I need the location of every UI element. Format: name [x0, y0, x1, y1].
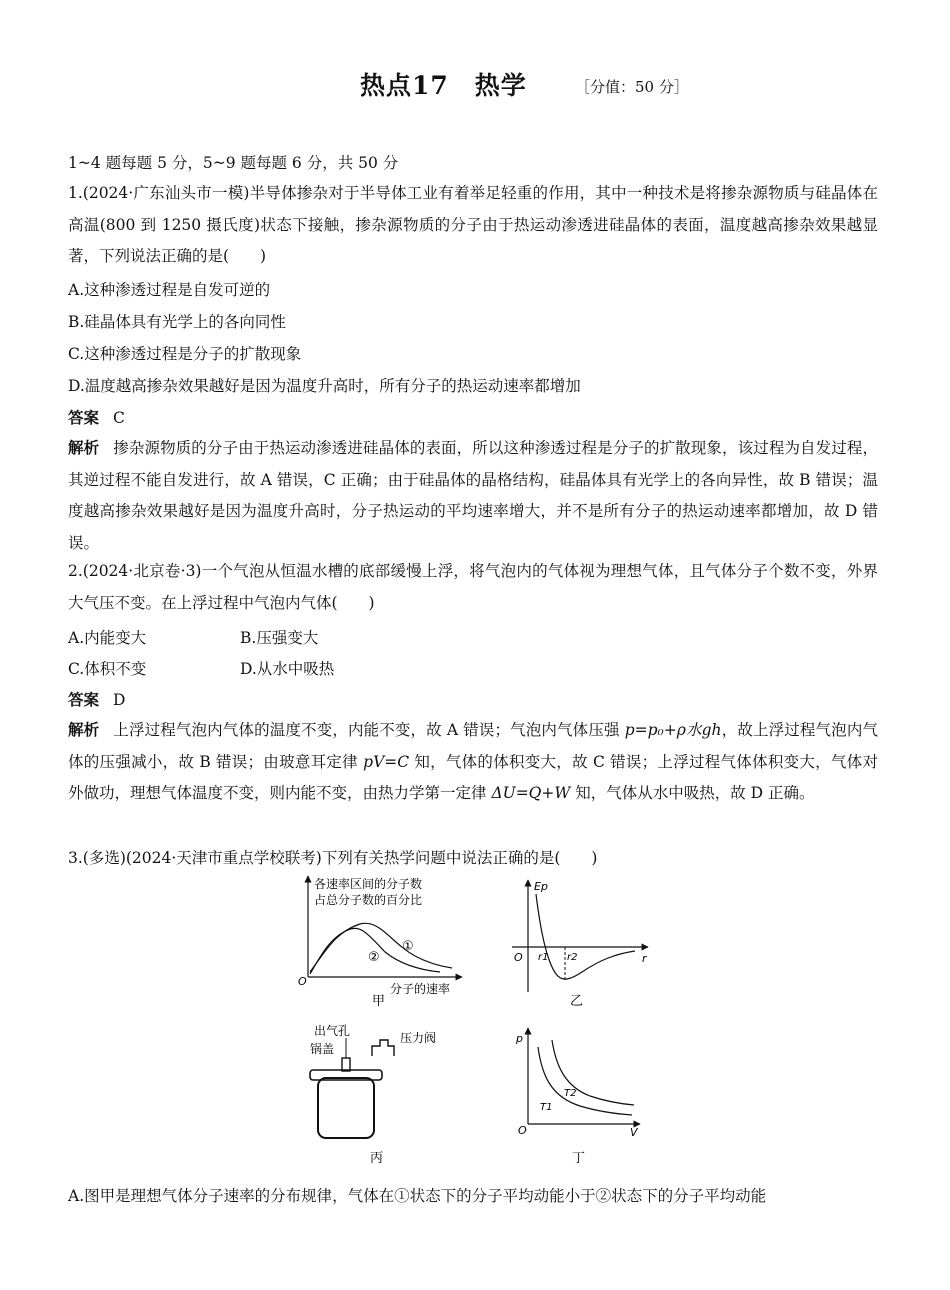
- jia-curve-2-label: ②: [368, 950, 380, 965]
- q2-option-d: D.从水中吸热: [240, 660, 335, 678]
- q1-option-b: B.硅晶体具有光学上的各向同性: [68, 313, 286, 331]
- q2-answer: [68, 688, 125, 710]
- bing-valve: [372, 1040, 394, 1056]
- figure-yi: [512, 880, 648, 1009]
- answer-value: D: [113, 691, 126, 709]
- jia-ylabel-2: 占总分子数的百分比: [314, 893, 423, 907]
- bing-valve-label: 压力阀: [400, 1031, 437, 1045]
- q2-option-b: B.压强变大: [240, 629, 319, 647]
- q2-options-row1: [68, 626, 319, 648]
- ding-t2-label: T2: [564, 1088, 577, 1099]
- analysis-text: 知，气体从水中吸热，故 D 正确。: [570, 784, 815, 802]
- yi-potential-curve: [536, 894, 635, 979]
- yi-origin: O: [514, 951, 523, 964]
- analysis-text: ，故上浮过程气泡内气体的压强减小，故 B 错误；由玻意耳定律: [68, 721, 878, 771]
- page-title: 热点17 热学: [360, 71, 527, 100]
- analysis-label: 解析: [68, 438, 100, 457]
- yi-caption: 乙: [570, 994, 584, 1009]
- jia-origin: O: [298, 975, 307, 988]
- q1-option-a: A.这种渗透过程是自发可逆的: [68, 281, 271, 299]
- ding-origin: O: [518, 1124, 527, 1137]
- answer-label: 答案: [68, 690, 100, 709]
- formula-boyle: pV=C: [363, 752, 410, 771]
- analysis-text: 掺杂源物质的分子由于热运动渗透进硅晶体的表面，所以这种渗透过程是分子的扩散现象，该过程为自发过程，其逆过程不能自发进行，故 A 错误，C 正确；由于硅晶体的晶格结构，硅晶体具有光学上的各向异性，故 B 错误；温度越高掺杂效果越好是因为温度升高时，分子热运动的平均速率增大，并不是所有分子的热运动速率都增加，故 D 错误。: [68, 439, 878, 552]
- q2-options-row2: [68, 657, 335, 679]
- answer-label: 答案: [68, 408, 100, 427]
- header: [0, 66, 950, 106]
- bing-pot-body: [318, 1078, 374, 1138]
- analysis-text: 知，气体的体积变大，故 C 错误；上浮过程气体体积变大，气体对外做功，理想气体温度不变，则内能不变，由热力学第一定律: [68, 752, 878, 802]
- answer-value: C: [113, 409, 125, 427]
- figure-jia: [298, 876, 462, 1009]
- q2-stem: 2.(2024·北京卷·3)一个气泡从恒温水槽的底部缓慢上浮，将气泡内的气体视为理想气体，且气体分子个数不变，外界大气压不变。在上浮过程中气泡内气体( ): [68, 562, 878, 612]
- yi-r1: r1: [538, 952, 549, 963]
- figure-ding: [515, 1028, 640, 1166]
- instructions: 1~4 题每题 5 分，5~9 题每题 6 分，共 50 分: [68, 154, 399, 172]
- formula-pressure: p=p₀+ρ水gh: [624, 721, 722, 739]
- ding-ylabel: p: [516, 1032, 523, 1045]
- formula-first-law: ΔU=Q+W: [491, 784, 571, 802]
- bing-outlet-label: 出气孔: [314, 1024, 351, 1038]
- score-note: ［分值：50 分］: [575, 78, 689, 96]
- q3-option-a: A.图甲是理想气体分子速率的分布规律，气体在①状态下的分子平均动能小于②状态下的分子平均动能: [68, 1187, 767, 1205]
- q1-analysis: [68, 432, 878, 559]
- analysis-label: 解析: [68, 720, 100, 739]
- ding-t1-label: T1: [540, 1102, 553, 1113]
- analysis-text: 上浮过程气泡内气体的温度不变，内能不变，故 A 错误；气泡内气体压强: [113, 721, 625, 739]
- figure-bing: [310, 1023, 436, 1166]
- jia-ylabel-1: 各速率区间的分子数: [314, 877, 423, 891]
- q2-analysis: [68, 714, 878, 810]
- jia-curve-1-label: ①: [402, 939, 414, 954]
- q1-option-c: C.这种渗透过程是分子的扩散现象: [68, 345, 302, 363]
- yi-ylabel: Ep: [534, 880, 548, 893]
- yi-r2: r2: [567, 952, 578, 963]
- jia-xlabel: 分子的速率: [390, 982, 451, 996]
- jia-caption: 甲: [372, 994, 386, 1009]
- q2-option-c: C.体积不变: [68, 660, 147, 678]
- q1-option-d: D.温度越高掺杂效果越好是因为温度升高时，所有分子的热运动速率都增加: [68, 377, 581, 395]
- q3-figures: [290, 872, 670, 1172]
- bing-outlet-pipe: [342, 1058, 350, 1071]
- bing-lid-label: 锅盖: [310, 1042, 335, 1056]
- bing-caption: 丙: [370, 1151, 384, 1166]
- q3-stem: 3.(多选)(2024·天津市重点学校联考)下列有关热学问题中说法正确的是( ): [68, 849, 598, 867]
- ding-xlabel: V: [630, 1126, 638, 1139]
- q1-stem: 1.(2024·广东汕头市一模)半导体掺杂对于半导体工业有着举足轻重的作用，其中一种技术是将掺杂源物质与硅晶体在高温(800 到 1250 摄氏度)状态下接触，掺杂源物质的分子由于热运动渗透进硅晶体的表面，温度越高掺杂效果越显著，下列说法正确的是( ): [68, 184, 878, 265]
- ding-caption: 丁: [572, 1151, 586, 1166]
- yi-xlabel: r: [642, 952, 647, 965]
- q2-option-a: A.内能变大: [68, 629, 147, 647]
- q1-answer: [68, 406, 125, 428]
